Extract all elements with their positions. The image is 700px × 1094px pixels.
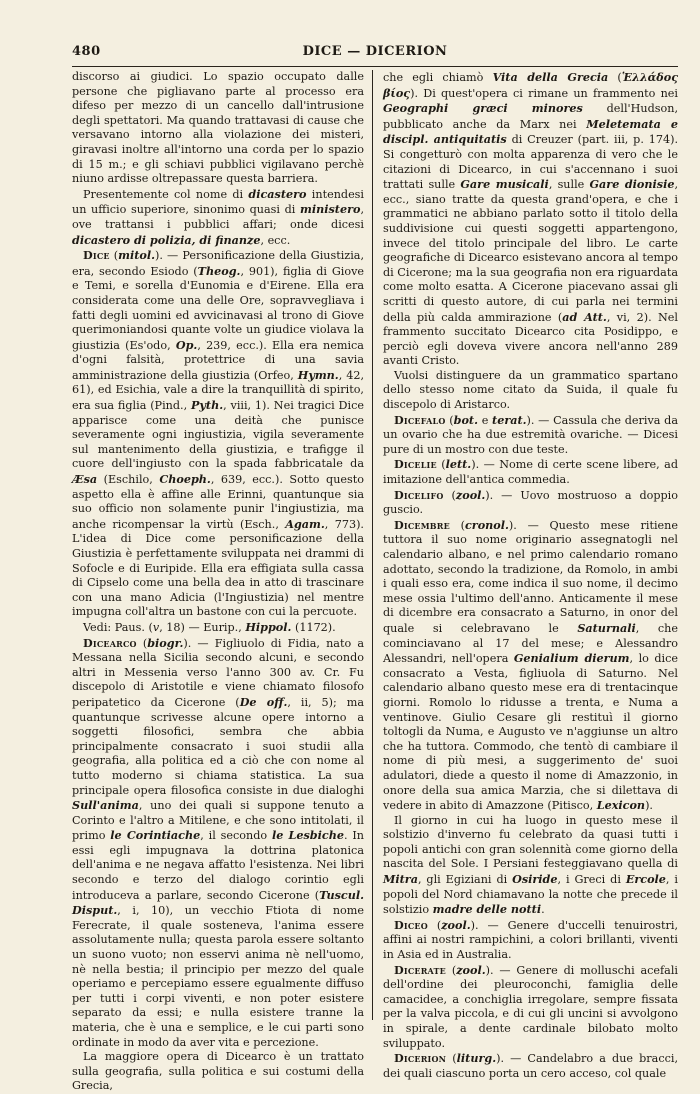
body-text: , che cominciavano al 17 del mese; e Alessandro Alessandri, nell'opera bbox=[383, 621, 678, 666]
emphasis-text: Hymn. bbox=[297, 367, 339, 382]
body-text: ). bbox=[645, 799, 653, 813]
body-text: ). — Genere d'uccelli tenuirostri, affini ai nostri rampichini, a colori brillanti, viventi in Asia ed in Australia. bbox=[383, 918, 679, 962]
emphasis-text: Lexicon bbox=[596, 798, 646, 813]
entry-headword: Dicelifo bbox=[394, 487, 444, 502]
body-text: , i Greci di bbox=[557, 873, 626, 887]
body-text: ( bbox=[445, 963, 457, 977]
entry-headword: Dicearco bbox=[83, 635, 137, 650]
body-text: , 639, ecc.). Sotto questo aspetto ella è affine alle Erinni, quantunque sia suo officio non solamente punir l'ingiustizia, ma anche ricompensar la virtù (Esch., bbox=[72, 473, 364, 531]
emphasis-text: zool. bbox=[456, 962, 486, 977]
emphasis-text: Geographi græci minores bbox=[383, 101, 583, 116]
body-text: , ii, 5); ma quantunque scrivesse alcune opere intorno a soggetti filosofici, sembra che abbia principalmente consacrato i suoi studii alla geografia, alla politica ed a ciò che con nome al tutto moderno si chiama statistica. La sua principale opera filosofica consiste in due dialoghi bbox=[72, 695, 365, 797]
body-text: , sulle bbox=[548, 178, 590, 192]
body-text: , ecc. bbox=[260, 233, 291, 247]
body-text: . In essi egli impugnava la dottrina platonica dell'anima e ne negava affatto l'esistenza. Nei libri secondo e terzo del dialogo corintio egli introduceva a parlare, secondo Cicerone ( bbox=[72, 829, 364, 902]
body-text: , ecc., siano tratte da questa grand'opera, e che i grammatici ne abbiano parlato sotto il titolo della suddivisione cui questi soggetti appartengono, invece del titolo principale del libro. Le carte geografiche di Dicearco esistevano ancora al tempo di Cicerone; ma la sua geografia non era riguardata come molto esatta. A Cicerone piacevano assai gli scritti di questo autore, di cui parla nei termini della più calda ammirazione ( bbox=[383, 178, 678, 324]
body-text: ( bbox=[436, 458, 446, 472]
entry-headword: Dicembre bbox=[394, 517, 450, 532]
body-text: , lo dice consacrato a Vesta, figliuola di Saturno. Nel calendario albano questo mese era di trentacinque giorni. Romolo lo ridusse a trenta, e Numa a ventinove. Giulio Cesare gli restituì il giorno toltogli da Numa, e Augusto ve n'aggiunse un altro che ha tuttora. Commodo, che tentò di cambiare il nome di più mesi, a suggerimento de' suoi adulatori, diede a questo il nome di Amazzonio, in onore della sua amica Marzia, che si dilettava di vedere in abito di Amazzone (Pitisco, bbox=[383, 652, 679, 813]
body-text: La maggiore opera di Dicearco è un trattato sulla geografia, sulla politica e sui costumi della Grecia, bbox=[72, 1050, 364, 1093]
body-text: ( bbox=[427, 918, 442, 932]
body-text: Presentemente col nome di bbox=[83, 187, 249, 201]
body-text: , 773). L'idea di Dice come personificazione della Giustizia è perfettamente sviluppata nei drammi di Sofocle e di Euripide. Ella era effigiata sulla cassa di Cipselo come una bella dea in atto di trascinare con una mano Adicia (l'Ingiustizia) nel mentre impugna coll'altra un bastone con cui la percuote. bbox=[72, 517, 364, 619]
dictionary-entry bbox=[383, 488, 678, 518]
body-text: e bbox=[477, 413, 493, 427]
text-columns bbox=[72, 70, 679, 1093]
body-text: , ove trattansi i pubblici affari; onde dicesi bbox=[72, 203, 364, 231]
dictionary-entry bbox=[72, 248, 364, 620]
dictionary-entry bbox=[72, 636, 364, 1051]
emphasis-text: Ercole bbox=[625, 872, 666, 887]
body-text: ( bbox=[445, 413, 454, 427]
emphasis-text: Vita della Grecia bbox=[492, 70, 609, 84]
body-text: discorso ai giudici. Lo spazio occupato dalle persone che pigliavano parte al processo era difeso per mezzo di un cancello dall'intrusione degli spettatori. Ma quando trattavasi di cause che versavano intorno alla violazione dei misteri, giravasi inoltre all'intorno una corda per lo spazio di 15 m.; e gli schiavi pubblici vigilavano perchè niuno ardisse oltrepassare questa barriera. bbox=[72, 70, 364, 186]
body-text: ( bbox=[608, 71, 622, 84]
body-text: , viii, 1). Nei tragici Dice apparisce come una deità che punisce severamente ogni ingiustizia, vigila severamente sul mantenimento della giustizia, e trafigge il cuore dell'ingiusto con la spada fabbricatale da bbox=[72, 399, 364, 471]
emphasis-text: Hippol. bbox=[245, 619, 292, 634]
body-text: ). — Genere di molluschi acefali dell'ordine dei pleuroconchi, famiglia delle camacidee, a conchiglia irregolare, sempre fissata per la valva piccola, e di cui gli uncini si avvolgono in spirale, a dente cardinale bilobato molto sviluppato. bbox=[383, 963, 679, 1050]
body-text: ( bbox=[443, 488, 456, 502]
body-text: ( bbox=[449, 518, 465, 532]
body-text: ). Di quest'opera ci rimane un frammento nei bbox=[410, 86, 678, 100]
body-text: , 18) — Eurip., bbox=[159, 620, 246, 634]
body-text: ). — Questo mese ritiene tuttora il suo nome originario assegnatogli nel calendario albano, e nel primo calendario romano adottato, secondo la tradizione, da Romolo, in ambi i quali esso era, come indica il suo nome, il decimo mese ossia l'ultimo dell'anno. Anticamente il mese di dicembre era consacrato a Saturno, in onor del quale si celebravano le bbox=[383, 518, 678, 635]
emphasis-text: De off. bbox=[239, 694, 288, 709]
body-text: , i popoli del Nord chiamavano la notte che precede il solstizio bbox=[383, 873, 678, 917]
emphasis-text: Choeph. bbox=[159, 472, 211, 487]
emphasis-text: Pyth. bbox=[190, 398, 224, 413]
paragraph bbox=[72, 620, 364, 636]
paragraph bbox=[383, 70, 678, 369]
entry-headword: Dicelie bbox=[394, 457, 437, 472]
body-text: che egli chiamò bbox=[383, 71, 493, 84]
body-text: Vedi: Paus. ( bbox=[83, 620, 153, 634]
emphasis-text: Tuscul. Disput. bbox=[72, 887, 364, 918]
page-header bbox=[72, 44, 678, 67]
body-text: ). — Figliuolo di Fidia, nato a Messana nella Sicilia secondo alcuni, e secondo altri in Messenia verso l'anno 300 av. Cr. Fu discepolo di Aristotile e viene chiamato filosofo peripatetico da Cicerone ( bbox=[72, 636, 365, 709]
body-text: , 42, 61), ed Esichia, vale a dire la tranquillità di spirito, era sua figlia (Pind., bbox=[72, 368, 364, 413]
body-text: intendesi un ufficio superiore, sinonimo quasi di bbox=[72, 187, 365, 217]
body-text: Il giorno in cui ha luogo in questo mese il solstizio d'inverno fu celebrato da quasi tutti i popoli antichi con gran solennità come giorno della nascita del Sole. I Persiani festeggiavano quella di bbox=[383, 813, 678, 871]
dictionary-entry bbox=[383, 518, 678, 814]
emphasis-text: Genialium dierum bbox=[513, 651, 630, 666]
body-text: ( bbox=[446, 1052, 457, 1066]
emphasis-text: dicastero di polizia, di finanze bbox=[72, 232, 261, 247]
emphasis-text: Op. bbox=[175, 337, 198, 352]
body-text: ). — Candelabro a due bracci, dei quali ciascuno porta un cero acceso, col quale bbox=[383, 1052, 678, 1080]
emphasis-text: Mitra bbox=[383, 872, 418, 887]
body-text: . bbox=[541, 903, 545, 917]
body-text: ). — Nome di certe scene libere, ad imitazione dell'antica commedia. bbox=[383, 458, 678, 487]
body-text: ( bbox=[109, 249, 119, 263]
body-text: , gli Egiziani di bbox=[417, 873, 513, 887]
body-text: Vuolsi distinguere da un grammatico spartano dello stesso nome citato da Suida, il quale fu discepolo di Aristarco. bbox=[383, 368, 678, 412]
emphasis-text: le Corintiache bbox=[110, 828, 201, 843]
body-text: (1172). bbox=[291, 620, 336, 634]
body-text: , il secondo bbox=[200, 829, 272, 843]
body-text: dell'Hudson, pubblicato anche da Marx nei bbox=[383, 102, 678, 131]
entry-headword: Dicerate bbox=[394, 962, 446, 977]
emphasis-text: liturg. bbox=[456, 1051, 497, 1066]
paragraph bbox=[72, 70, 364, 187]
entry-headword: Dice bbox=[83, 248, 110, 263]
emphasis-text: Agam. bbox=[285, 516, 325, 531]
emphasis-text: Sull'anima bbox=[72, 798, 139, 813]
emphasis-text: Theog. bbox=[197, 263, 241, 278]
entry-headword: Diceo bbox=[394, 917, 428, 932]
entry-headword: Dicefalo bbox=[394, 412, 446, 427]
emphasis-text: madre delle notti bbox=[432, 902, 542, 917]
emphasis-text: cronol. bbox=[464, 517, 509, 532]
emphasis-text: Æsa bbox=[72, 472, 98, 487]
body-text: , 901), figlia di Giove e Temi, e sorella d'Eunomia e d'Eirene. Ella era considerata come una delle Ore, sopravvegliava i fatti degli uomini ed avvicinavasi al trono di Giove querimoniandosi quante volte un giudice violava la giustizia (Es'odo, bbox=[72, 264, 365, 352]
paragraph bbox=[383, 814, 678, 918]
dictionary-entry bbox=[383, 457, 678, 487]
emphasis-text: Gare musicali bbox=[460, 177, 549, 192]
emphasis-text: zool. bbox=[441, 917, 471, 932]
dictionary-entry bbox=[383, 1051, 678, 1081]
emphasis-text: ad Att. bbox=[562, 309, 607, 324]
body-text: (Eschilo, bbox=[97, 473, 160, 487]
emphasis-text: lett. bbox=[445, 457, 472, 472]
italic-text: v bbox=[152, 620, 160, 634]
body-text: , 239, ecc.). Ella era nemica d'ogni falsità, protettrice di una savia amministrazione della giustizia (Orfeo, bbox=[72, 338, 364, 382]
emphasis-text: Osiride bbox=[512, 872, 558, 887]
right-column bbox=[373, 70, 679, 1080]
paragraph bbox=[72, 1050, 364, 1094]
dictionary-entry bbox=[383, 413, 678, 458]
emphasis-text: dicastero bbox=[248, 186, 307, 201]
body-text: ( bbox=[136, 636, 148, 650]
emphasis-text: ministero bbox=[300, 202, 361, 217]
body-text: , vi, 2). Nel frammento succitato Dicearco cita Posidippo, e perciò egli doveva vivere ancora nell'anno 289 avanti Cristo. bbox=[383, 310, 678, 368]
emphasis-text: zool. bbox=[455, 487, 486, 502]
body-text: , i, 10), un vecchio Ftiota di nome Ferecrate, il quale sosteneva, l'anima essere assolutamente nulla; questa parola essere soltanto un suono vuoto; non esservi anima nè nell'uomo, nè nella bestia; il principio per mezzo del quale operiamo e percepiamo essere egualmente diffuso per tutti i corpi viventi, e non poter esistere separato da essi; e nulla esistere tranne la materia, che è una e semplice, e le cui parti sono ordinate in modo da aver vita e percezione. bbox=[72, 904, 364, 1049]
emphasis-text: Meletemata e discipl. antiquitatis bbox=[383, 116, 678, 147]
emphasis-text: terat. bbox=[492, 412, 527, 427]
body-text: di Creuzer (part. iii, p. 174). Si congetturò con molta apparenza di vero che le citazioni di Dicearco, in cui s'accennano i suoi trattati sulle bbox=[383, 133, 679, 192]
paragraph bbox=[383, 369, 678, 413]
emphasis-text: le Lesbiche bbox=[271, 828, 344, 843]
dictionary-entry bbox=[383, 963, 678, 1052]
emphasis-text: biogr. bbox=[147, 635, 184, 650]
emphasis-text: Saturnali bbox=[577, 620, 636, 635]
entry-headword: Dicerion bbox=[394, 1051, 447, 1066]
body-text: , uno dei quali si suppone tenuto a Corinto e l'altro a Mitilene, e che sono intitolati, il primo bbox=[72, 799, 364, 843]
page-number: 480 bbox=[72, 44, 101, 59]
running-title: DICE — DICERION bbox=[302, 44, 448, 59]
left-column bbox=[72, 70, 372, 1093]
paragraph bbox=[72, 187, 364, 248]
body-text: ). — Personificazione della Giustizia, era, secondo Esiodo ( bbox=[72, 249, 365, 278]
emphasis-text: bot. bbox=[453, 412, 478, 427]
emphasis-text: mitol. bbox=[118, 248, 156, 263]
emphasis-text: Ἑλλάδος βίος bbox=[383, 70, 679, 100]
body-text: ). — Cassula che deriva da un ovario che ha due estremità ovariche. — Dicesi pure di un mostro con due teste. bbox=[383, 413, 679, 456]
emphasis-text: Gare dionisie bbox=[589, 177, 675, 192]
body-text: ). — Uovo mostruoso a doppio guscio. bbox=[383, 488, 678, 517]
dictionary-entry bbox=[383, 918, 678, 963]
